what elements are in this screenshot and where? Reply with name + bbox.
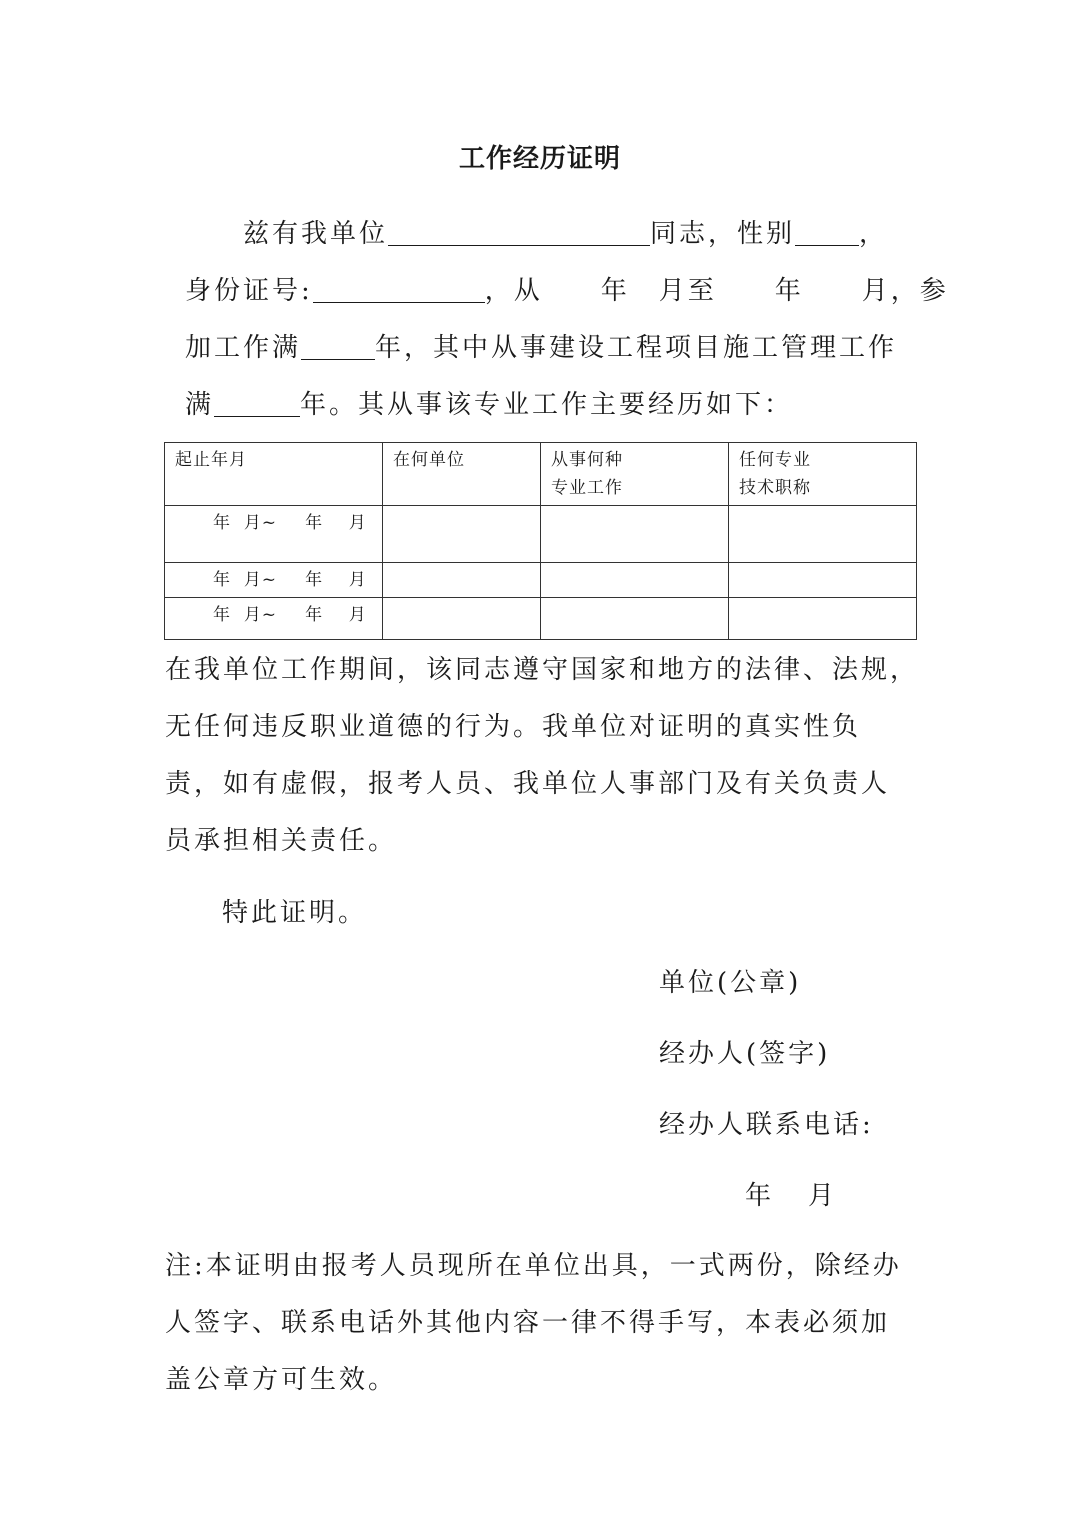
intro-line-3-b: 年，其中从事建设工程项目施工管理工作: [375, 333, 898, 363]
intro-line-1-b: 同志，性别: [650, 219, 796, 249]
construction-years-blank[interactable]: [214, 390, 300, 417]
title-cell[interactable]: [729, 563, 917, 598]
id-number-blank[interactable]: [313, 276, 485, 303]
title-cell[interactable]: [729, 506, 917, 563]
table-row: [165, 563, 917, 598]
title-cell[interactable]: [729, 598, 917, 640]
header-work-type: 从事何种 专业工作: [541, 443, 729, 506]
handler-phone-label: 经办人联系电话:: [659, 1110, 874, 1140]
period-cell[interactable]: 年 月~ 年 月: [165, 506, 383, 563]
header-title: 任何专业 技术职称: [729, 443, 917, 506]
unit-cell[interactable]: [383, 506, 541, 563]
work-type-cell[interactable]: [541, 598, 729, 640]
unit-seal-label: 单位(公章): [659, 968, 802, 998]
statement-line-3: 责，如有虚假，报考人员、我单位人事部门及有关负责人: [165, 769, 891, 799]
date-year: 年: [745, 1181, 775, 1211]
intro-line-2-b: ，从 年 月至 年 月，参: [484, 276, 949, 306]
table-row: [165, 598, 917, 640]
intro-line-2-a: 身份证号:: [185, 276, 313, 306]
header-unit: 在何单位: [383, 443, 541, 506]
note-line-1: 注:本证明由报考人员现所在单位出具，一式两份，除经办: [165, 1251, 902, 1281]
table-row: [165, 506, 917, 563]
statement-line-1: 在我单位工作期间，该同志遵守国家和地方的法律、法规，: [165, 655, 920, 685]
statement-line-2: 无任何违反职业道德的行为。我单位对证明的真实性负: [165, 712, 862, 742]
unit-cell[interactable]: [383, 563, 541, 598]
work-type-cell[interactable]: [541, 506, 729, 563]
table-header-row: [165, 443, 917, 506]
date-month: 月: [808, 1181, 838, 1211]
document-title: 工作经历证明: [458, 144, 621, 174]
intro-line-3-a: 加工作满: [185, 333, 302, 363]
intro-line-3: [185, 327, 897, 364]
intro-line-2: [185, 270, 949, 307]
work-type-cell[interactable]: [541, 563, 729, 598]
note-line-2: 人签字、联系电话外其他内容一律不得手写，本表必须加: [165, 1308, 891, 1338]
statement-line-4: 员承担相关责任。: [165, 826, 398, 856]
signature-date: [745, 1175, 837, 1212]
period-cell[interactable]: 年 月~ 年 月: [165, 598, 383, 640]
header-period: 起止年月: [165, 443, 383, 506]
handler-signature-label: 经办人(签字): [659, 1039, 831, 1069]
intro-line-1-c: ，: [859, 219, 889, 249]
intro-line-1: [243, 213, 888, 250]
experience-table: [164, 442, 917, 640]
gender-blank[interactable]: [795, 219, 859, 246]
name-blank[interactable]: [388, 219, 650, 246]
total-years-blank[interactable]: [301, 333, 375, 360]
unit-cell[interactable]: [383, 598, 541, 640]
certify-text: 特此证明。: [222, 898, 368, 928]
note-line-3: 盖公章方可生效。: [165, 1365, 398, 1395]
intro-line-1-a: 兹有我单位: [243, 219, 389, 249]
period-cell[interactable]: 年 月~ 年 月: [165, 563, 383, 598]
intro-line-4-b: 年。其从事该专业工作主要经历如下：: [300, 390, 794, 420]
intro-line-4-a: 满: [185, 390, 215, 420]
intro-line-4: [185, 384, 793, 421]
